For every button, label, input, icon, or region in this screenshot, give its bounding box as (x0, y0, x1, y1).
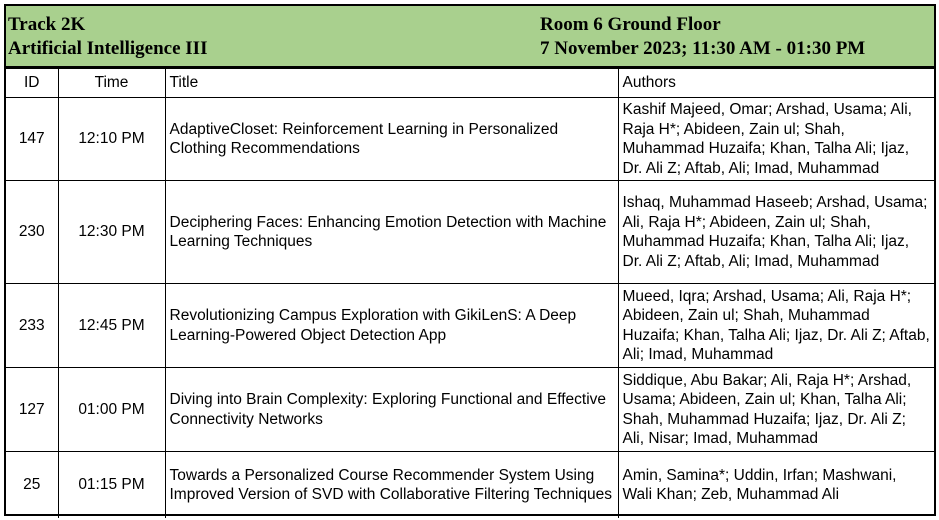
paper-id: 147 (6, 98, 58, 181)
paper-id: 25 (6, 452, 58, 519)
paper-authors: Kashif Majeed, Omar; Arshad, Usama; Ali, Raja H*; Abideen, Zain ul; Shah, Muhammad Huzaifa; Khan, Talha Ali; Ijaz, Dr. Ali Z; Aftab, Ali; Imad, Muhammad (618, 98, 934, 181)
column-header-authors: Authors (618, 69, 934, 98)
table-row (6, 368, 934, 452)
room-label: Room 6 Ground Floor (540, 14, 721, 35)
paper-authors: Mueed, Iqra; Arshad, Usama; Ali, Raja H*; Abideen, Zain ul; Shah, Muhammad Huzaifa; Khan, Talha Ali; Ijaz, Dr. Ali Z; Aftab, Ali; Imad, Muhammad (618, 284, 934, 368)
session-datetime: 7 November 2023; 11:30 AM - 01:30 PM (540, 38, 866, 59)
track-label: Track 2K (8, 14, 86, 35)
column-header-title: Title (165, 69, 618, 98)
paper-authors: Ishaq, Muhammad Haseeb; Arshad, Usama; Ali, Raja H*; Abideen, Zain ul; Shah, Muhammad Huzaifa; Khan, Talha Ali; Ijaz, Dr. Ali Z; Aftab, Ali; Imad, Muhammad (618, 181, 934, 284)
paper-title: Towards a Personalized Course Recommender System Using Improved Version of SVD with Collaborative Filtering Techniques (165, 452, 618, 519)
paper-authors: Amin, Samina*; Uddin, Irfan; Mashwani, Wali Khan; Zeb, Muhammad Ali (618, 452, 934, 519)
paper-title: Deciphering Faces: Enhancing Emotion Detection with Machine Learning Techniques (165, 181, 618, 284)
paper-time: 12:30 PM (58, 181, 165, 284)
table-row (6, 452, 934, 519)
paper-id: 127 (6, 368, 58, 452)
paper-title: Diving into Brain Complexity: Exploring Functional and Effective Connectivity Networks (165, 368, 618, 452)
paper-time: 12:10 PM (58, 98, 165, 181)
papers-table (6, 68, 934, 518)
table-row (6, 284, 934, 368)
column-header-time: Time (58, 69, 165, 98)
paper-time: 12:45 PM (58, 284, 165, 368)
column-header-id: ID (6, 69, 58, 98)
table-row (6, 98, 934, 181)
paper-authors: Siddique, Abu Bakar; Ali, Raja H*; Arshad, Usama; Abideen, Zain ul; Khan, Talha Ali; Shah, Muhammad Huzaifa; Ijaz, Dr. Ali Z; Ali, Nisar; Imad, Muhammad (618, 368, 934, 452)
paper-title: Revolutionizing Campus Exploration with GikiLenS: A Deep Learning-Powered Object Detection App (165, 284, 618, 368)
table-header-row (6, 69, 934, 98)
paper-id: 233 (6, 284, 58, 368)
paper-time: 01:00 PM (58, 368, 165, 452)
paper-title: AdaptiveCloset: Reinforcement Learning in Personalized Clothing Recommendations (165, 98, 618, 181)
paper-id: 230 (6, 181, 58, 284)
table-row (6, 181, 934, 284)
session-subject: Artificial Intelligence III (8, 38, 208, 59)
session-header (6, 6, 934, 68)
schedule-sheet (4, 4, 936, 516)
paper-time: 01:15 PM (58, 452, 165, 519)
